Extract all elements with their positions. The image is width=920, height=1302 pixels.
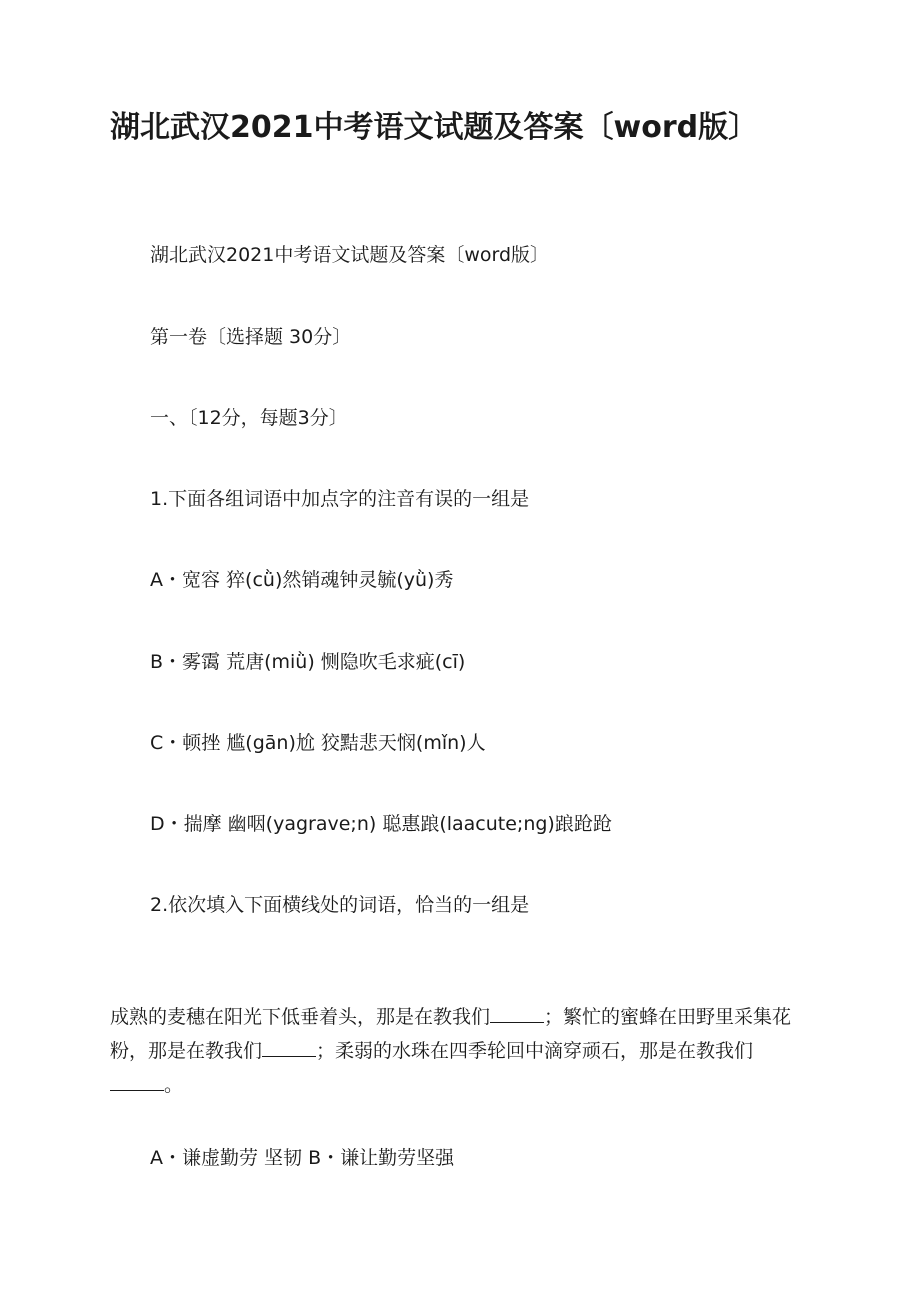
passage-part-3: ；柔弱的水珠在四季轮回中滴穿顽石，那是在教我们	[316, 1040, 754, 1062]
question-2-stem: 2.依次填入下面横线处的词语，恰当的一组是	[150, 894, 530, 916]
passage-part-1: 成熟的麦穗在阳光下低垂着头，那是在教我们	[110, 1006, 491, 1028]
fill-blank-3	[110, 1072, 164, 1091]
question-1-stem: 1.下面各组词语中加点字的注音有误的一组是	[150, 488, 530, 510]
section-heading: 一、〔12分，每题3分〕	[150, 407, 348, 429]
question-1-option-c: C・顿挫 尴(gān)尬 狡黠悲天悯(mǐn)人	[150, 732, 486, 754]
volume-heading: 第一卷〔选择题 30分〕	[150, 326, 352, 348]
question-2-options: A・谦虚勤劳 坚韧 B・谦让勤劳坚强	[150, 1147, 455, 1169]
question-1-option-a: A・宽容 猝(cǜ)然销魂钟灵毓(yǜ)秀	[150, 569, 454, 591]
fill-blank-1	[490, 1004, 544, 1023]
document-title: 湖北武汉2021中考语文试题及答案〔word版〕	[110, 110, 759, 145]
fill-blank-2	[262, 1038, 316, 1057]
document-subtitle: 湖北武汉2021中考语文试题及答案〔word版〕	[150, 244, 550, 266]
question-2-passage	[110, 1000, 822, 1102]
question-1-option-d: D・揣摩 幽咽(yagrave;n) 聪惠踉(laacute;ng)踉跄跄	[150, 813, 612, 835]
passage-part-2: ；繁忙的蜜蜂在田野里采集花粉，那是在教我们	[110, 1006, 792, 1062]
question-1-option-b: B・雾霭 荒唐(miǜ) 恻隐吹毛求疵(cī)	[150, 651, 466, 673]
passage-end: 。	[164, 1074, 184, 1096]
